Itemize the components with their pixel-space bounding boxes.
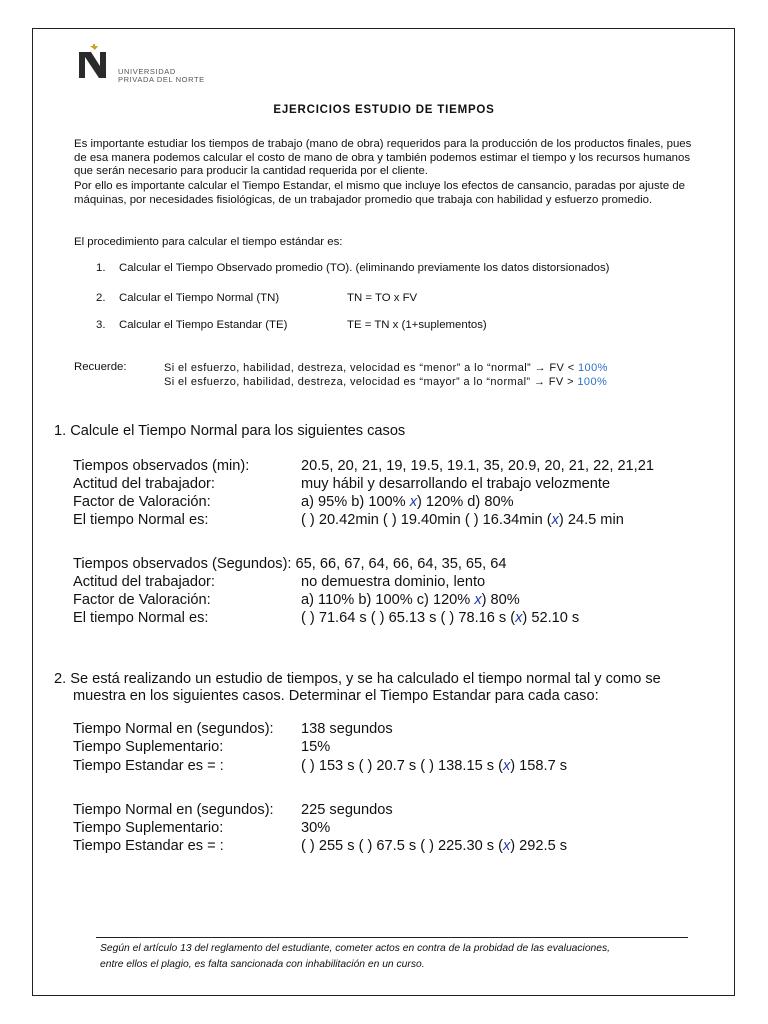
procedure-lead: El procedimiento para calcular el tiempo estándar es: (74, 236, 343, 248)
q1c1-fv-options (301, 494, 514, 510)
footer-divider (96, 937, 688, 938)
step-number: 1. (96, 262, 106, 274)
question-1-title: 1. Calcule el Tiempo Normal para los siguientes casos (54, 423, 406, 439)
step-number: 3. (96, 319, 106, 331)
question-2-line2: muestra en los siguientes casos. Determinar el Tiempo Estandar para cada caso: (73, 688, 599, 704)
logo-line1: UNIVERSIDAD (118, 67, 176, 76)
tn-options-a: ( ) 20.42min ( ) 19.40min ( ) 16.34min ( (301, 512, 552, 528)
q1c1-obs-value: 20.5, 20, 21, 19, 19.5, 19.1, 35, 20.9, 20, 21, 22, 21,21 (301, 458, 654, 474)
rule-value: 100% (578, 362, 608, 374)
intro-paragraph-1: Es importante estudiar los tiempos de trabajo (mano de obra) requeridos para la producción de los productos finales, pues de esa manera podemos calcular el costo de mano de obra y también podemos estimar el tiempo y los recursos humanos que serán necesario para producir la cantidad requerida por el cliente. (74, 138, 692, 177)
te-options-a: ( ) 153 s ( ) 20.7 s ( ) 138.15 s ( (301, 758, 503, 774)
question-2-line1: 2. Se está realizando un estudio de tiempos, y se ha calculado el tiempo normal tal y como se (54, 671, 661, 687)
step-text: Calcular el Tiempo Estandar (TE) (119, 319, 288, 331)
selected-mark: x (474, 592, 482, 608)
q2c1-sup-label: Tiempo Suplementario: (73, 739, 224, 755)
q2c1-tn-label: Tiempo Normal en (segundos): (73, 721, 274, 737)
rule-mayor (164, 375, 608, 389)
q1c1-tn-label: El tiempo Normal es: (73, 512, 209, 528)
q1c2-fv-label: Factor de Valoración: (73, 592, 211, 608)
rule-menor (164, 361, 608, 375)
te-options-a: ( ) 255 s ( ) 67.5 s ( ) 225.30 s ( (301, 838, 503, 854)
fv-options-b: ) 80% (481, 592, 520, 608)
recuerde-rules (164, 361, 608, 389)
q2c1-te-label: Tiempo Estandar es = : (73, 758, 224, 774)
te-options-b: ) 158.7 s (510, 758, 568, 774)
fv-options-a: a) 110% b) 100% c) 120% (301, 592, 475, 608)
q1c1-obs-label: Tiempos observados (min): (73, 458, 250, 474)
q1c1-att-value: muy hábil y desarrollando el trabajo velozmente (301, 476, 611, 492)
step-formula: TN = TO x FV (347, 292, 418, 304)
logo-line2: PRIVADA DEL NORTE (118, 75, 205, 84)
q2c2-te-label: Tiempo Estandar es = : (73, 838, 224, 854)
selected-mark: x (502, 838, 511, 854)
q2c2-te-options (301, 838, 567, 854)
recuerde-label: Recuerde: (74, 361, 127, 373)
footer-notice (100, 941, 700, 972)
q2c2-tn-value: 225 segundos (301, 802, 393, 818)
q1c1-att-label: Actitud del trabajador: (73, 476, 215, 492)
step-formula: TE = TN x (1+suplementos) (347, 319, 487, 331)
q1c1-tn-options (301, 512, 624, 528)
selected-mark: x (409, 494, 418, 510)
step-number: 2. (96, 292, 106, 304)
selected-mark: x (502, 758, 511, 774)
step-text: Calcular el Tiempo Normal (TN) (119, 292, 280, 304)
q1c2-att-label: Actitud del trabajador: (73, 574, 215, 590)
university-logo (78, 44, 228, 86)
q1c1-fv-label: Factor de Valoración: (73, 494, 211, 510)
q2c1-tn-value: 138 segundos (301, 721, 393, 737)
te-options-b: ) 292.5 s (510, 838, 568, 854)
q1c2-fv-options (301, 592, 520, 608)
q1c2-tn-label: El tiempo Normal es: (73, 610, 209, 626)
q2c1-sup-value: 15% (301, 739, 331, 755)
q2c2-sup-value: 30% (301, 820, 331, 836)
step-text: Calcular el Tiempo Observado promedio (TO). (eliminando previamente los datos distorsionados) (119, 262, 610, 274)
q2c2-tn-label: Tiempo Normal en (segundos): (73, 802, 274, 818)
rule-text: Si el esfuerzo, habilidad, destreza, velocidad es “menor” a lo “normal” → FV < (164, 362, 579, 374)
footer-line1: Según el artículo 13 del reglamento del estudiante, cometer actos en contra de la probidad de las evaluaciones, (100, 943, 611, 954)
q2c1-te-options (301, 758, 567, 774)
q1c2-obs-label: Tiempos observados (Segundos): 65, 66, 67, 64, 66, 64, 35, 65, 64 (73, 556, 507, 572)
fv-options-a: a) 95% b) 100% (301, 494, 410, 510)
tn-options-b: ) 52.10 s (522, 610, 580, 626)
upn-logo-icon (78, 44, 112, 86)
selected-mark: x (515, 610, 523, 626)
q2c2-sup-label: Tiempo Suplementario: (73, 820, 224, 836)
fv-options-b: ) 120% d) 80% (417, 494, 514, 510)
selected-mark: x (551, 512, 559, 528)
rule-value: 100% (577, 376, 608, 388)
q1c2-att-value: no demuestra dominio, lento (301, 574, 486, 590)
q1c2-tn-options (301, 610, 579, 626)
rule-text: Si el esfuerzo, habilidad, destreza, velocidad es “mayor” a lo “normal” → FV > (164, 376, 578, 388)
intro-paragraph-2: Por ello es importante calcular el Tiempo Estandar, el mismo que incluye los efectos de cansancio, paradas por ajuste de máquinas, por necesidades fisiológicas, de un trabajador promedio que trabaja con habilidad y esfuerzo promedio. (74, 180, 685, 206)
document-title: EJERCICIOS ESTUDIO DE TIEMPOS (273, 104, 495, 116)
tn-options-a: ( ) 71.64 s ( ) 65.13 s ( ) 78.16 s ( (301, 610, 516, 626)
question-2-title (54, 671, 661, 705)
logo-wordmark (118, 68, 205, 84)
footer-line2: entre ellos el plagio, es falta sancionada con inhabilitación en un curso. (100, 958, 425, 970)
tn-options-b: ) 24.5 min (558, 512, 624, 528)
